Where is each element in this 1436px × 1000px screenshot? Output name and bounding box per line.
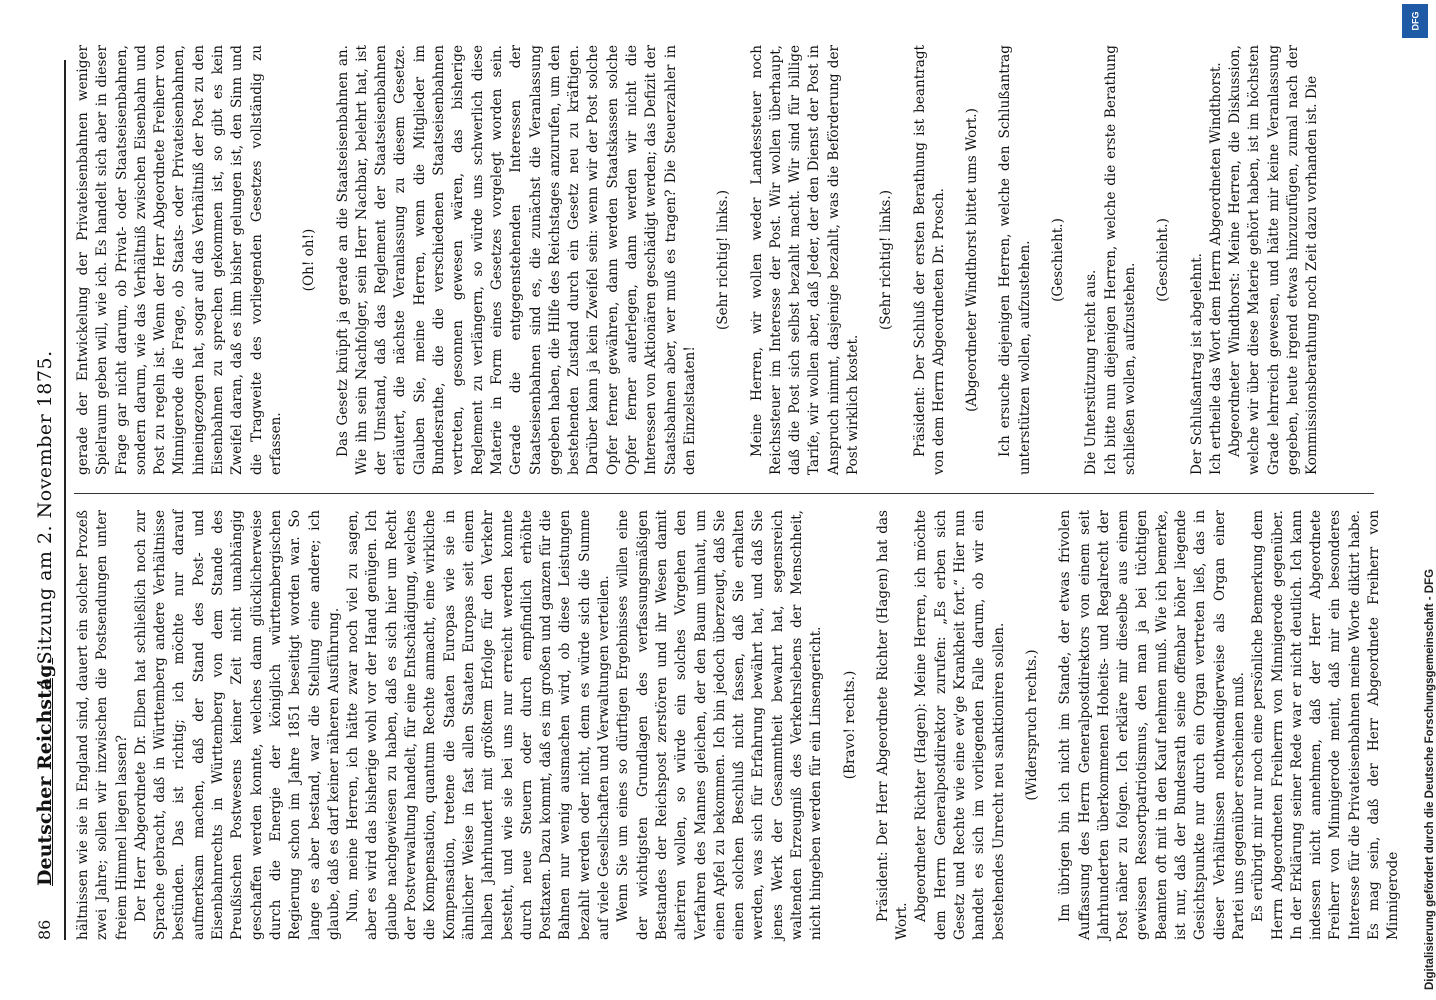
paragraph: Meine Herren, wir wollen weder Landessteuer noch Reichssteuer im Interesse der Post. Wir wollen überhaupt, daß die Post sich selbst bezahlt macht. Wir sind für billige Tarife, wir wollen aber, daß Jeder, der den Dienst der Post in Anspruch nimmt, dasjenige bezahlt, was die Beförderung der Post wirklich kostet. (748, 45, 861, 475)
session-title: 4. Sitzung am 2. November 1875. (34, 350, 56, 690)
paragraph: Präsident: Der Schluß der ersten Berathung ist beantragt von dem Herrn Abgeordneten Dr. Prosch. (911, 45, 947, 475)
paragraph: hältnissen wie sie in England sind, dauert ein solcher Prozeß zwei Jahre; sollen wir inzwischen die Postsendungen unter freiem Himmel liegen lassen? (75, 510, 130, 940)
paragraph: Wenn Sie um eines so dürftigen Ergebnisses willen eine der wichtigsten Grundlagen des verfassungsmäßigen Bestandes der Reichspost zerstören und ihr Wesen damit alteriren wollen, so würde ein solches Vorgehen den Verfahren des Mannes gleichen, der den Baum umhaut, um einen Apfel zu bekommen. Ich bin jedoch überzeugt, daß Sie einen solchen Beschluß nicht fassen, daß Sie erhalten werden, was sich für Erfahrung bewährt hat, und daß Sie jenes Werk der Gesammtheit bewahrt hat, segensreich waltenden Erzeugniß des Verkehrslebens der Menschheit, nicht hingeben werden für ein Linsengericht. (615, 510, 825, 940)
paragraph: Ich bitte nun diejenigen Herren, welche die erste Berathung schließen wollen, aufzustehen. (1102, 45, 1138, 475)
digitization-credit (1398, 0, 1436, 1000)
stage-direction: (Bravo! rechts.) (841, 670, 858, 780)
dfg-logo (1402, 4, 1428, 38)
publication-title: Deutscher Reichstag. (34, 657, 56, 886)
paragraph: gerade der Entwickelung der Privateisenbahnen weniger Spielraum geben will, wie ich. Es handelt sich aber in dieser Frage gar nicht darum, ob Privat- oder Staatseisenbahnen, sondern darum, wie das Verhältniß zwischen Eisenbahn und Post zu regeln ist. Wenn der Herr Abgeordnete Freiherr von Minnigerode die Frage, ob Staats- oder Privateisenbahnen, hineingezogen hat, sogar auf das Verhältniß der Post zu den Eisenbahnen zu sprechen gekommen ist, so gibt es kein Zweifel daran, daß es ihm bisher gelungen ist, den Sinn und die Tragweite des vorliegenden Gesetzes vollständig zu erfassen. (75, 45, 284, 475)
document-page (20, 20, 1410, 980)
stage-direction: (Geschieht.) (1050, 218, 1067, 302)
paragraph: Ich ertheile das Wort dem Herrn Abgeordneten Windthorst. (1207, 62, 1224, 475)
paragraph: Es erübrigt mir nur noch eine persönliche Bemerkung dem Herrn Abgeordneten Freiherrn von Minnigerode gegenüber. In der Erklärung seiner Rede war er nicht deutlich. Ich kann indessen nicht annehmen, daß der Herr Abgeordnete Freiherr von Minnigerode meint, daß mir ein besonderes Interesse für die Privateisenbahnen meine Worte diktirt habe. Es mag sein, daß der Herr Abgeordnete Freiherr von Minnigerode (1250, 510, 1402, 940)
column-divider (74, 493, 1374, 494)
paragraph: Der Schlußantrag ist abgelehnt. (1188, 253, 1205, 475)
paragraph: Abgeordneter Richter (Hagen): Meine Herren, ich möchte dem Herrn Generalpostdirektor zurufen: „Es erben sich Gesetz und Rechte wie eine ew'ge Krankheit fort.“ Hier nun handelt es sich im vorliegenden Falle darum, ob wir ein bestehendes Unrecht neu sanktioniren sollen. (913, 510, 1007, 940)
stage-direction: (Geschieht.) (1155, 218, 1172, 302)
left-column (74, 510, 1402, 940)
stage-direction: (Widerspruch rechts.) (1023, 649, 1040, 801)
paragraph: Der Herr Abgeordnete Dr. Elben hat schließlich noch zur Sprache gebracht, daß in Württemberg andere Verhältnisse bestünden. Das ist richtig; ich möchte nur darauf aufmerksam machen, daß der Stand des Post- und Eisenbahnrechts in Württemberg von dem Stande des Preußischen Postwesens keiner Zeit nicht unabhängig geschaffen werden konnte, welches dann glücklicherweise durch die Energie der königlich württembergischen Regierung schon im Jahre 1851 beseitigt worden war. So lange es aber bestand, war die Stellung eine andere; ich glaube, daß es darf keiner näheren Ausführung. (132, 510, 342, 940)
stage-direction: (Sehr richtig! links.) (878, 189, 895, 331)
paragraph: Die Unterstützung reicht aus. (1083, 269, 1100, 475)
stage-direction: (Oh! oh!) (301, 228, 318, 292)
header-rule (64, 60, 66, 940)
paragraph: Im übrigen bin ich nicht im Stande, der etwas frivolen Auffassung des Herrn Generalpostdirektors von einem seit Jahrhunderten überkommenen Hoheits- und Regalrecht der Post näher zu folgen. Ich erkläre mir dieselbe aus einem gewissen Ressortpatriotismus, den man ja bei tüchtigen Beamten oft mit in den Kauf nehmen muß. Wie ich bemerke, ist nur, daß der Bundesrath seine offenbar höher liegende Gesichtspunkte nur durch ein Organ vertreten ließ, das in dieser Verhältnissen nothwendigerweise als Organ einer Partei uns gegenüber erscheinen muß. (1057, 510, 1247, 940)
stage-direction: (Sehr richtig! links.) (715, 189, 732, 331)
paragraph: Abgeordneter Windthorst: Meine Herren, die Diskussion, welche wir über diese Materie gehört haben, ist im höchsten Grade lehrreich gewesen, und hätte mir keine Veranlassung gegeben, heute irgend etwas hinzuzufügen, zumal nach der Kommissionsberathung noch Zeit dazu vorhanden ist. Die (1227, 45, 1321, 475)
page-header (28, 60, 62, 940)
stage-direction: (Abgeordneter Windthorst bittet ums Wort.) (964, 108, 981, 412)
page-number: 86 (35, 919, 54, 940)
paragraph: Präsident: Der Herr Abgeordnete Richter (Hagen) hat das Wort. (874, 510, 911, 940)
credit-text: Digitalisierung gefördert durch die Deutsche Forschungsgemeinschaft - DFG (1424, 568, 1436, 990)
dfg-logo-label: DFG (1410, 11, 1420, 31)
paragraph: Das Gesetz knüpft ja gerade an die Staatseisenbahnen an. Wie ihn sein Nachfolger, sein Herr Nachbar, belehrt hat, ist der Umstand, daß das Reglement der Staatseisenbahnen erläutert, die nächste Veranlassung zu diesem Gesetze. Glauben Sie, meine Herren, wenn die Mitglieder im Bundesrathe, die die verschiedenen Staatseisenbahnen vertreten, gesonnen gewesen wären, das bisherige Reglement zu verlängern, so würde uns schwerlich diese Materie in Form eines Gesetzes vorgelegt worden sein. Gerade die entgegenstehenden Interessen der Staatseisenbahnen sind es, die zunächst die Veranlassung gegeben haben, die Hilfe des Reichstages anzurufen, um den bestehenden Zustand durch ein Gesetz neu zu kräftigen. Darüber kann ja kein Zweifel sein: wenn wir der Post solche Opfer ferner gewähren, dann werden Staatskassen solche Opfer ferner auferlegen, dann werden wir nicht die Interessen von Aktionären geschädigt werden; das Defizit der Staatsbahnen aber, wer muß es tragen? Die Steuerzahler in den Einzelstaaten! (334, 45, 698, 475)
right-column (74, 45, 1384, 475)
paragraph: Ich ersuche diejenigen Herren, welche den Schlußantrag unterstützen wollen, aufzustehen. (997, 45, 1033, 475)
paragraph: Nun, meine Herren, ich hätte zwar noch viel zu sagen, aber es wird das bisherige wohl vor der Hand genügen. Ich glaube nachgewiesen zu haben, daß es sich hier um Recht der Postverwaltung handelt, für eine Entschädigung, welches die Kompensation, quantum Rechte anmacht, eine wirkliche Kompensation, tretene die Staaten Europas wie sie in ähnlicher Weise in fast allen Staaten Europas seit einem halben Jahrhundert mit größtem Erfolge für den Verkehr besteht, und wie sie bei uns nur erreicht werden konnte durch neue Steuern oder durch empfindlich erhöhte Posttaxen. Dazu kommt, daß es im großen und ganzen für die Bahnen nur wenig ausmachen wird, ob diese Leistungen bezahlt werden oder nicht, denn es würde sich die Summe auf viele Gesellschaften und Verwaltungen verteilen. (345, 510, 613, 940)
